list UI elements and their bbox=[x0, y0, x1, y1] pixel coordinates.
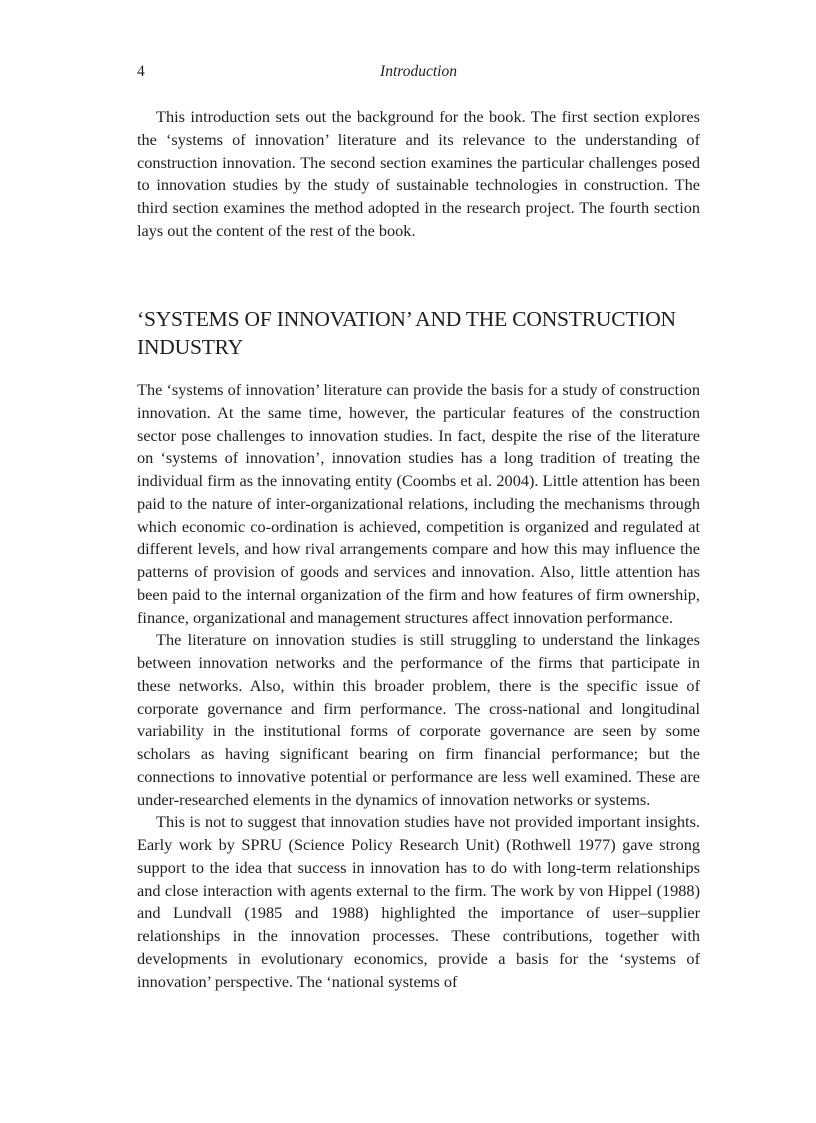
body-paragraph-3: This is not to suggest that innovation studies have not provided important insights. Early work by SPRU (Science Policy Research Unit) (Rothwell 1977) gave strong support to the idea that success in innovation has to do with long-term relationships and close interaction with agents external to the firm. The work by von Hippel (1988) and Lundvall (1985 and 1988) highlighted the importance of user–supplier relationships in the innovation processes. These contributions, together with developments in evolutionary economics, provide a basis for the ‘systems of innovation’ perspective. The ‘national systems of bbox=[137, 812, 700, 991]
section-body bbox=[137, 379, 700, 993]
running-header bbox=[137, 62, 700, 82]
running-title: Introduction bbox=[380, 63, 457, 80]
section-heading: ‘SYSTEMS OF INNOVATION’ AND THE CONSTRUCTION INDUSTRY bbox=[137, 307, 676, 359]
intro-block bbox=[137, 106, 700, 243]
body-paragraph-1: The ‘systems of innovation’ literature can provide the basis for a study of construction innovation. At the same time, however, the particular features of the construction sector pose challenges to innovation studies. In fact, despite the rise of the literature on ‘systems of innovation’, innovation studies has a long tradition of treating the individual firm as the innovating entity (Coombs et al. 2004). Little attention has been paid to the nature of inter-organizational relations, including the mechanisms through which economic co-ordination is achieved, competition is organized and regulated at different levels, and how rival arrangements compare and how this may influence the patterns of provision of goods and services and innovation. Also, little attention has been paid to the internal organization of the firm and how features of firm ownership, finance, organizational and management structures affect innovation performance. bbox=[137, 380, 700, 627]
body-paragraph-2: The literature on innovation studies is still struggling to understand the linkages between innovation networks and the performance of the firms that participate in these networks. Also, within this broader problem, there is the specific issue of corporate governance and firm performance. The cross-national and longitudinal variability in the institutional forms of corporate governance are seen by some scholars as having significant bearing on firm financial performance; but the connections to innovative potential or performance are less well examined. These are under-researched elements in the dynamics of innovation networks or systems. bbox=[137, 630, 700, 809]
page-number: 4 bbox=[137, 63, 145, 80]
intro-paragraph: This introduction sets out the background for the book. The first section explores the ‘systems of innovation’ literature and its relevance to the understanding of construction innovation. The second section examines the particular challenges posed to innovation studies by the study of sustainable technologies in construction. The third section examines the method adopted in the research project. The fourth section lays out the content of the rest of the book. bbox=[137, 107, 700, 240]
